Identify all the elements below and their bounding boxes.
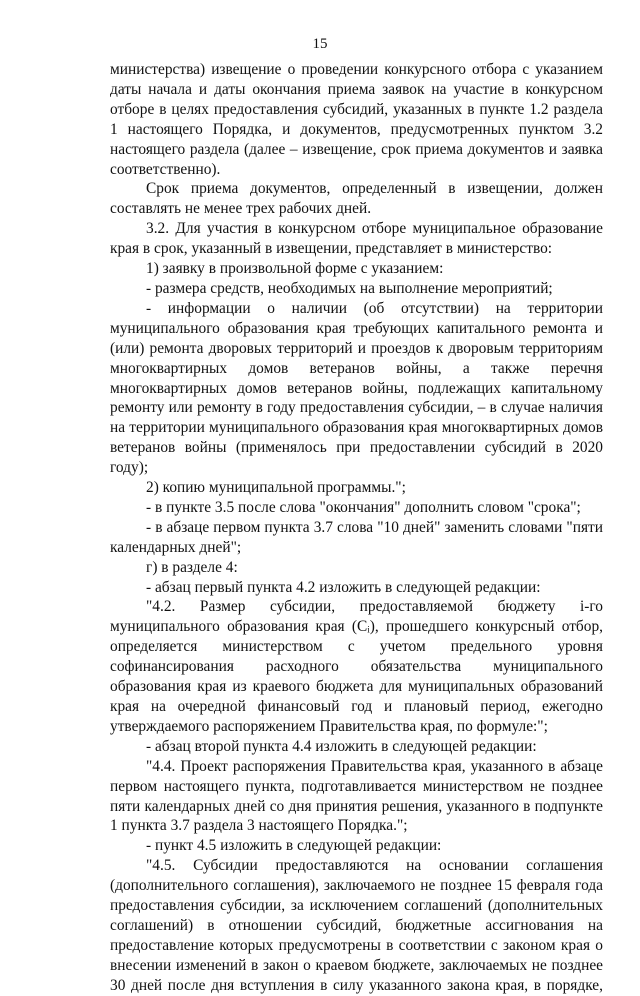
- paragraph: 3.2. Для участия в конкурсном отборе муниципальное образование края в срок, указанный в извещении, представляет в министерство:: [110, 220, 603, 258]
- page-number: 15: [312, 36, 328, 52]
- paragraph: г) в разделе 4:: [146, 558, 238, 576]
- paragraph: 1) заявку в произвольной форме с указанием:: [146, 260, 444, 278]
- paragraph: - абзац первый пункта 4.2 изложить в следующей редакции:: [146, 578, 541, 596]
- paragraph: - абзац второй пункта 4.4 изложить в следующей редакции:: [146, 737, 537, 755]
- paragraph: Срок приема документов, определенный в извещении, должен составлять не менее трех рабочих дней.: [110, 180, 603, 218]
- paragraph: - информации о наличии (об отсутствии) на территории муниципального образования края требующих капитального ремонта и (или) ремонта дворовых территорий и проездов к дворовым территориям многоквартирных домов ветеранов войны, а также перечня многоквартирных домов ветеранов войны, подлежащих капитальному ремонту или ремонту в году предоставления субсидии, – в случае наличия на территории муниципального образования края многоквартирных домов ветеранов войны (применялось при предоставлении субсидий в 2020 году);: [110, 299, 603, 477]
- paragraph: - пункт 4.5 изложить в следующей редакции:: [146, 837, 442, 855]
- body-text: [110, 60, 603, 996]
- paragraph: министерства) извещение о проведении конкурсного отбора с указанием даты начала и даты окончания приема заявок на участие в конкурсном отборе в целях предоставления субсидий, указанных в пункте 1.2 раздела 1 настоящего Порядка, и документов, предусмотренных пунктом 3.2 настоящего раздела (далее – извещение, срок приема документов и заявка соответственно).: [110, 61, 603, 178]
- paragraph: - в абзаце первом пункта 3.7 слова "10 дней" заменить словами "пяти календарных дней";: [110, 518, 603, 556]
- paragraph: "4.2. Размер субсидии, предоставляемой бюджету i-го муниципального образования края (Cᵢ), прошедшего конкурсный отбор, определяется министерством с учетом предельного уровня софинансирования расходного обязательства муниципального образования края из краевого бюджета для муниципальных образований края на очередной финансовый год и плановый период, ежегодно утверждаемого распоряжением Правительства края, по формуле:";: [110, 598, 603, 735]
- paragraph: 2) копию муниципальной программы.";: [146, 479, 406, 497]
- paragraph: "4.4. Проект распоряжения Правительства края, указанного в абзаце первом настоящего пункта, подготавливается министерством не позднее пяти календарных дней со дня принятия решения, указанного в подпункте 1 пункта 3.7 раздела 3 настоящего Порядка.";: [110, 757, 603, 835]
- paragraph: - размера средств, необходимых на выполнение мероприятий;: [146, 279, 553, 297]
- paragraph: "4.5. Субсидии предоставляются на основании соглашения (дополнительного соглашения), заключаемого не позднее 15 февраля года предоставления субсидии, за исключением соглашений (дополнительных соглашений) в отношении субсидий, бюджетные ассигнования на предоставление которых предусмотрены в соответствии с законом края о внесении изменений в закон о краевом бюджете, заключаемых не позднее 30 дней после дня вступления в силу указанного закона края, в порядке,: [110, 857, 603, 994]
- paragraph: - в пункте 3.5 после слова "окончания" дополнить словом "срока";: [146, 498, 581, 516]
